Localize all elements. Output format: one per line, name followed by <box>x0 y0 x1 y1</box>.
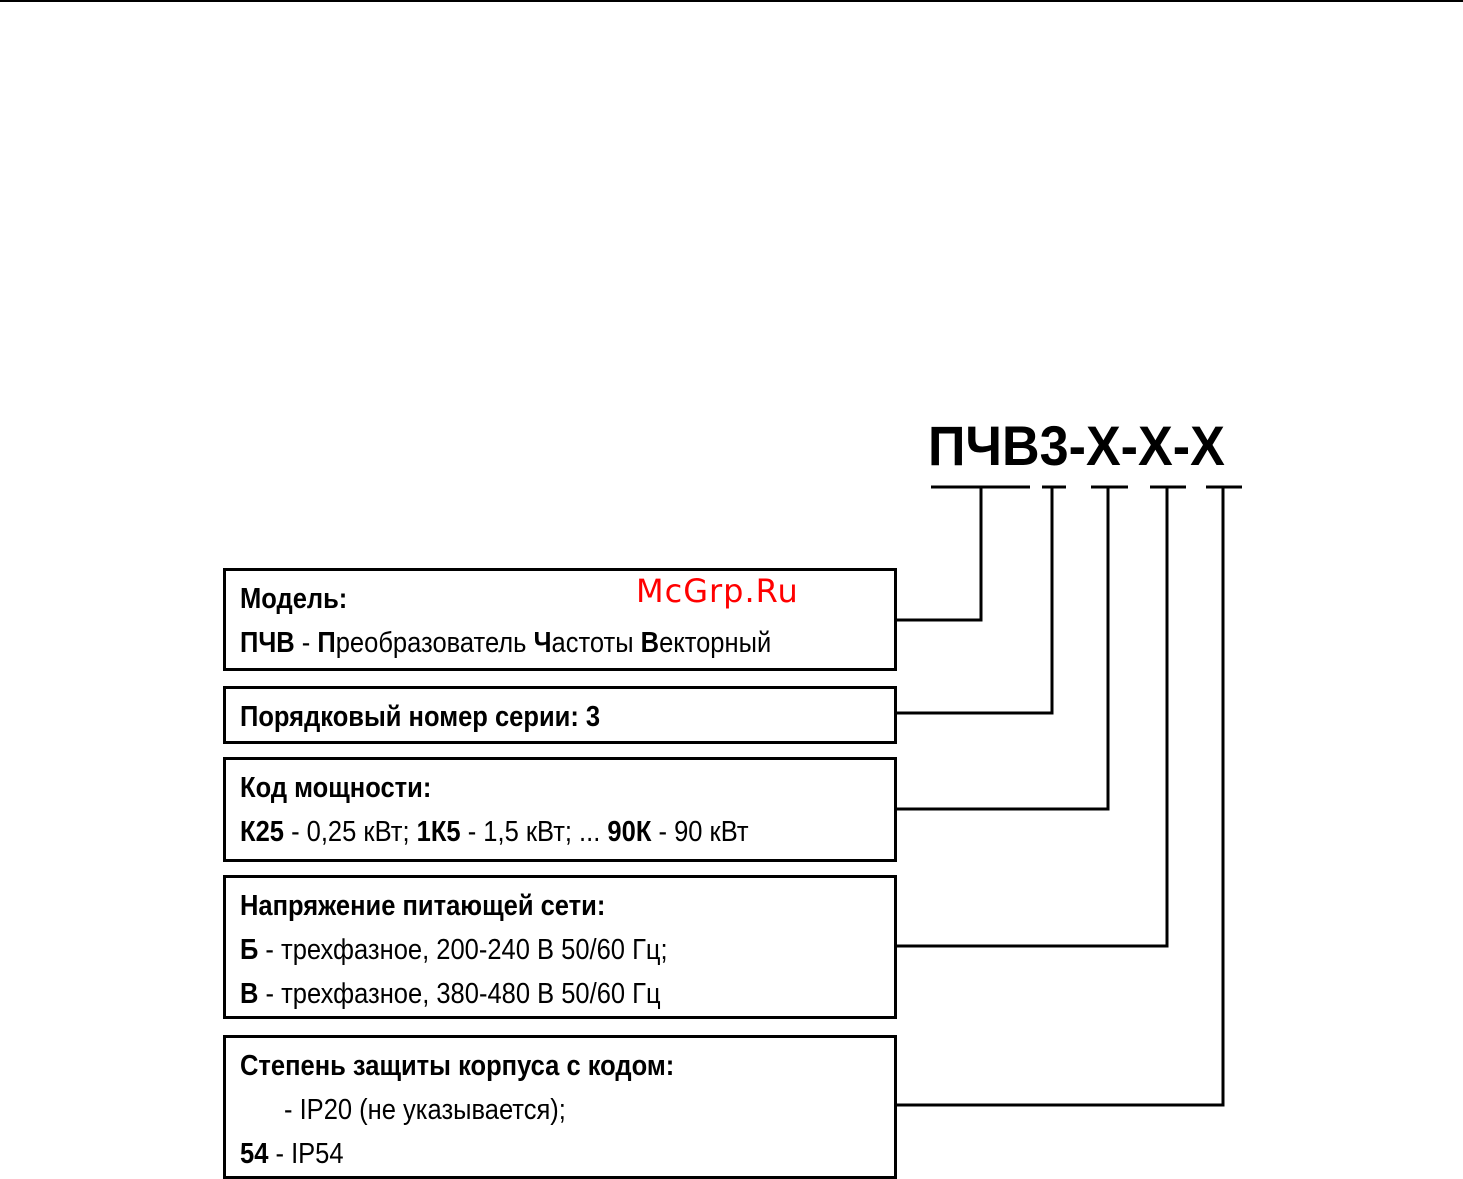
voltage-box <box>223 875 897 1019</box>
model-description: ПЧВ - Преобразователь Частоты Векторный <box>240 627 772 659</box>
power-box <box>223 757 897 862</box>
voltage-option-b: Б - трехфазное, 200-240 В 50/60 Гц; <box>240 934 668 966</box>
power-heading: Код мощности: <box>240 772 432 804</box>
protection-box <box>223 1035 897 1179</box>
voltage-heading: Напряжение питающей сети: <box>240 890 606 922</box>
protection-heading: Степень защиты корпуса с кодом: <box>240 1050 675 1082</box>
power-codes: К25 - 0,25 кВт; 1К5 - 1,5 кВт; ... 90К - 90 кВт <box>240 816 749 848</box>
protection-option-ip20: - IP20 (не указывается); <box>284 1094 566 1126</box>
designation-code: ПЧВ3-Х-Х-Х <box>928 414 1225 477</box>
leader-voltage <box>880 487 1167 946</box>
leader-power <box>880 487 1108 809</box>
model-heading: Модель: <box>240 583 348 615</box>
voltage-option-v: В - трехфазное, 380-480 В 50/60 Гц <box>240 978 661 1010</box>
protection-option-ip54: 54 - IP54 <box>240 1138 344 1170</box>
watermark: McGrp.Ru <box>636 572 799 610</box>
series-text: Порядковый номер серии: 3 <box>240 701 601 733</box>
leader-series <box>880 487 1052 713</box>
series-box <box>223 686 897 744</box>
